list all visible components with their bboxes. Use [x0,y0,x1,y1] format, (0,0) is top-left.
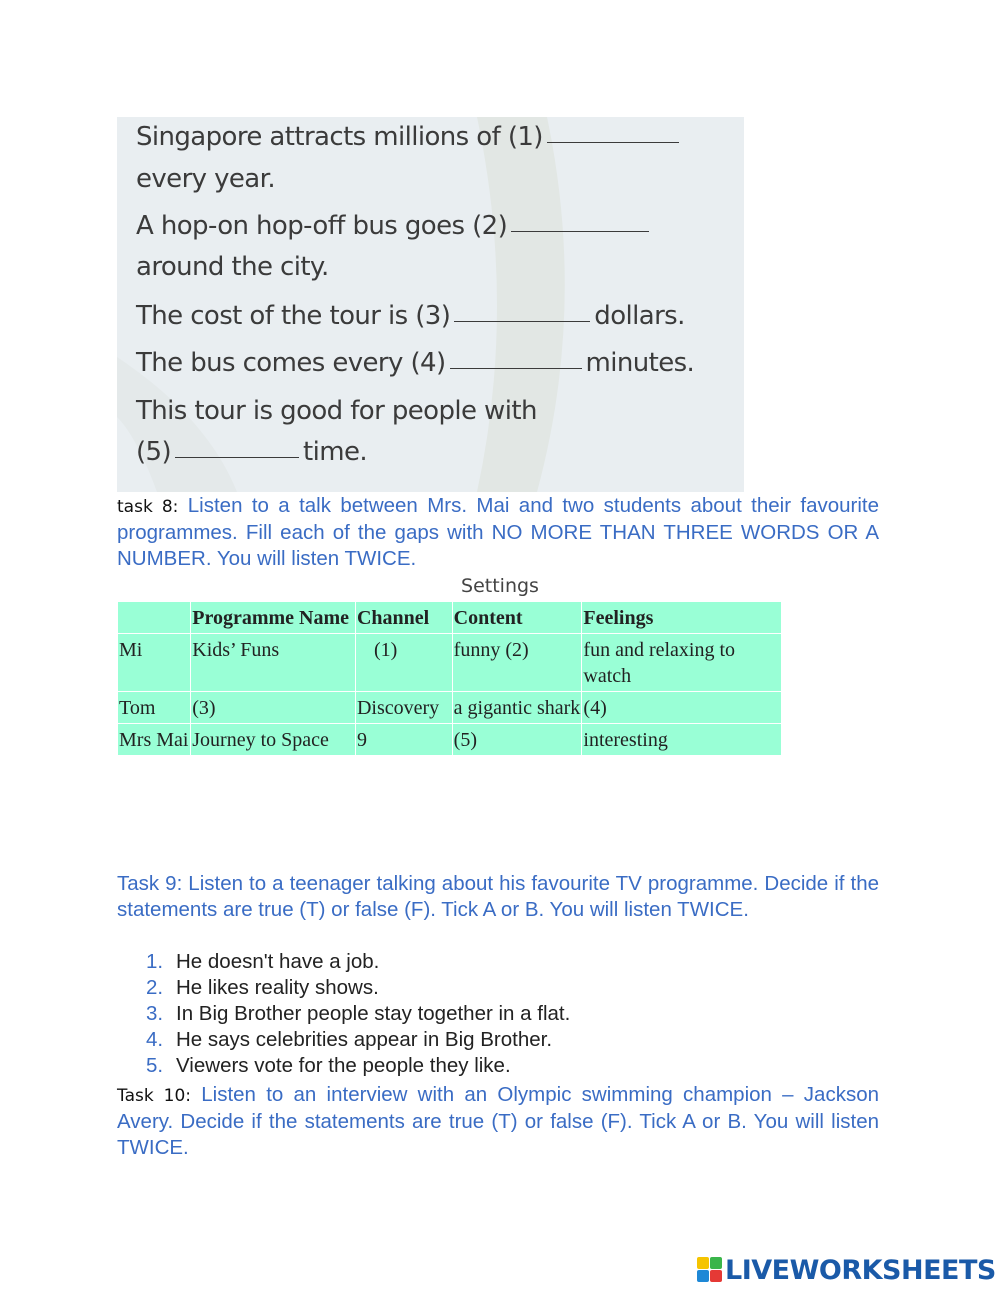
sentence-1: Singapore attracts millions of (1) [136,122,683,152]
task9-instructions [117,871,879,923]
table-cell: Mrs Mai [118,724,191,756]
sentence-2: A hop-on hop-off bus goes (2) [136,211,653,241]
sentence-4: The bus comes every (4) minutes. [136,348,695,378]
table-cell: (3) [191,692,356,724]
list-item: 2. He likes reality shows. [146,976,379,999]
table-cell: (5) [452,724,582,756]
task8-text: Listen to a talk between Mrs. Mai and two students about their favourite programmes. Fill each of the gaps with NO MORE THAN THREE WORDS OR A NUMBER. You will listen TWICE. [117,494,880,570]
task10-text: Listen to an interview with an Olympic swimming champion – Jackson Avery. Decide if the statements are true (T) or false (F). Tick A or B. You will listen TWICE. [117,1083,880,1159]
table-cell: fun and relaxing to watch [582,634,782,692]
table-row [118,692,782,724]
logo-text: LIVEWORKSHEETS [725,1254,996,1286]
sentence-1-cont: every year. [136,164,276,194]
table-cell: Mi [118,634,191,692]
header-cell [118,602,191,634]
task10-label: Task 10: [117,1086,191,1106]
sentences-image [117,117,744,492]
sentence-5-cont: (5) time. [136,437,368,467]
list-item: 3. In Big Brother people stay together in a flat. [146,1002,571,1025]
table-cell: 9 [355,724,452,756]
sentence-5: This tour is good for people with [136,396,537,426]
logo-mark-icon [697,1257,723,1283]
table-cell: funny (2) [452,634,582,692]
table-cell: Kids’ Funs [191,634,356,692]
table-cell: a gigantic shark [452,692,582,724]
task8-instructions [117,493,879,572]
header-cell: Channel [355,602,452,634]
list-item: 5. Viewers vote for the people they like. [146,1054,511,1077]
list-item: 1. He doesn't have a job. [146,950,380,973]
table-cell: Discovery [355,692,452,724]
task9-statements [146,949,570,1079]
sentence-2-cont: around the city. [136,252,329,282]
table-cell: (1) [355,634,452,692]
sentence-3: The cost of the tour is (3) dollars. [136,301,685,331]
task9-text: Task 9: Listen to a teenager talking about his favourite TV programme. Decide if the statements are true (T) or false (F). Tick A or B. You will listen TWICE. [117,872,879,921]
header-cell: Programme Name [191,602,356,634]
task10-instructions [117,1082,879,1161]
table-cell: Journey to Space [191,724,356,756]
settings-title: Settings [461,575,539,597]
programmes-table [117,601,782,756]
table-cell: (4) [582,692,782,724]
table-row [118,724,782,756]
table-cell: interesting [582,724,782,756]
table-header-row [118,602,782,634]
table-row [118,634,782,692]
table-cell: Tom [118,692,191,724]
header-cell: Content [452,602,582,634]
list-item: 4. He says celebrities appear in Big Brother. [146,1028,553,1051]
liveworksheets-logo[interactable] [697,1252,996,1288]
task8-label: task 8: [117,497,179,517]
header-cell: Feelings [582,602,782,634]
